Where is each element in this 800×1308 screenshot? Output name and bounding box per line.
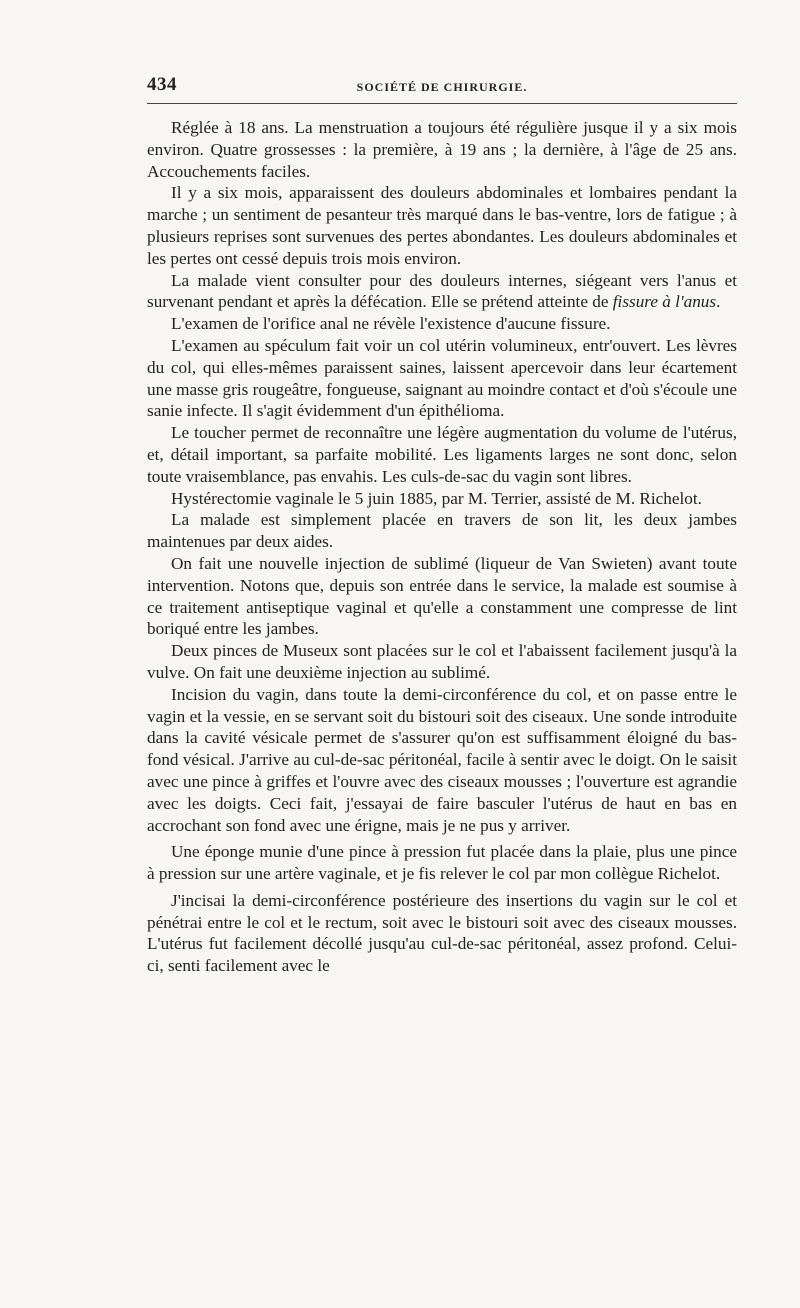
paragraph: On fait une nouvelle injection de sublimé (liqueur de Van Swieten) avant toute intervention. Notons que, depuis son entrée dans le service, la malade est soumise à ce traitement antiseptique vaginal et qu'elle a constamment une compresse de lint boriqué entre les jambes.: [147, 553, 737, 639]
paragraph: La malade est simplement placée en travers de son lit, les deux jambes maintenues par deux aides.: [147, 510, 737, 552]
paragraph-text: .: [716, 292, 721, 312]
running-title: SOCIÉTÉ DE CHIRURGIE.: [356, 80, 528, 94]
paragraph: Réglée à 18 ans. La menstruation a toujours été régulière jusque il y a six mois environ. Quatre grossesses : la première, à 19 ans ; la dernière, à l'âge de 25 ans. Accouchements faciles.: [147, 118, 737, 181]
paragraph: L'examen au spéculum fait voir un col utérin volumineux, entr'ouvert. Les lèvres du col, qui elles-mêmes paraissent saines, laissent apercevoir dans leur écartement une masse gris rougeâtre, fongueuse, saignant au moindre contact et d'où s'écoule une sanie infecte. Il s'agit évidemment d'un épithélioma.: [147, 335, 737, 421]
italic-term: fissure à l'anus: [612, 292, 717, 312]
paragraph: Hystérectomie vaginale le 5 juin 1885, par M. Terrier, assisté de M. Richelot.: [171, 488, 702, 508]
paragraph: Incision du vagin, dans toute la demi-circonférence du col, et on passe entre le vagin et la vessie, en se servant soit du bistouri soit des ciseaux. Une sonde introduite dans la cavité vésicale permet de s'assurer qu'on est suffisamment éloigné du bas-fond vésical. J'arrive au cul-de-sac péritonéal, facile à sentir avec le doigt. On le saisit avec une pince à griffes et l'ouvre avec des ciseaux mousses ; l'ouverture est agrandie avec les doigts. Ceci fait, j'essayai de faire basculer l'utérus de haut en bas en accrochant son fond avec une érigne, mais je ne pus y arriver.: [147, 684, 737, 835]
header-rule: [147, 103, 737, 104]
paragraph: Le toucher permet de reconnaître une légère augmentation du volume de l'utérus, et, détail important, sa parfaite mobilité. Les ligaments larges ne sont donc, selon toute vraisemblance, pas envahis. Les culs-de-sac du vagin sont libres.: [147, 423, 737, 486]
body-text: [147, 117, 737, 977]
paragraph: L'examen de l'orifice anal ne révèle l'existence d'aucune fissure.: [171, 314, 611, 334]
paragraph: Il y a six mois, apparaissent des douleurs abdominales et lombaires pendant la marche ; un sentiment de pesanteur très marqué dans le bas-ventre, lors de fatigue ; à plusieurs reprises sont survenues des pertes abondantes. Les douleurs abdominales et les pertes ont cessé depuis trois mois environ.: [147, 183, 737, 268]
paragraph: J'incisai la demi-circonférence postérieure des insertions du vagin sur le col et pénétrai entre le col et le rectum, soit avec le bistouri soit avec des ciseaux mousses. L'utérus fut facilement décollé jusqu'au cul-de-sac péritonéal, assez profond. Celui-ci, senti facilement avec le: [147, 890, 737, 976]
paragraph: [147, 270, 737, 314]
paragraph: Une éponge munie d'une pince à pression fut placée dans la plaie, plus une pince à pression sur une artère vaginale, et je fis relever le col par mon collègue Richelot.: [147, 842, 737, 884]
page-number: 434: [147, 74, 177, 95]
paragraph-text: La malade vient consulter pour des douleurs internes, siégeant vers l'anus et survenant pendant et après la défécation. Elle se prétend atteinte de: [147, 270, 737, 312]
paragraph: Deux pinces de Museux sont placées sur le col et l'abaissent facilement jusqu'à la vulve. On fait une deuxième injection au sublimé.: [147, 641, 737, 682]
page-header: [147, 74, 737, 100]
